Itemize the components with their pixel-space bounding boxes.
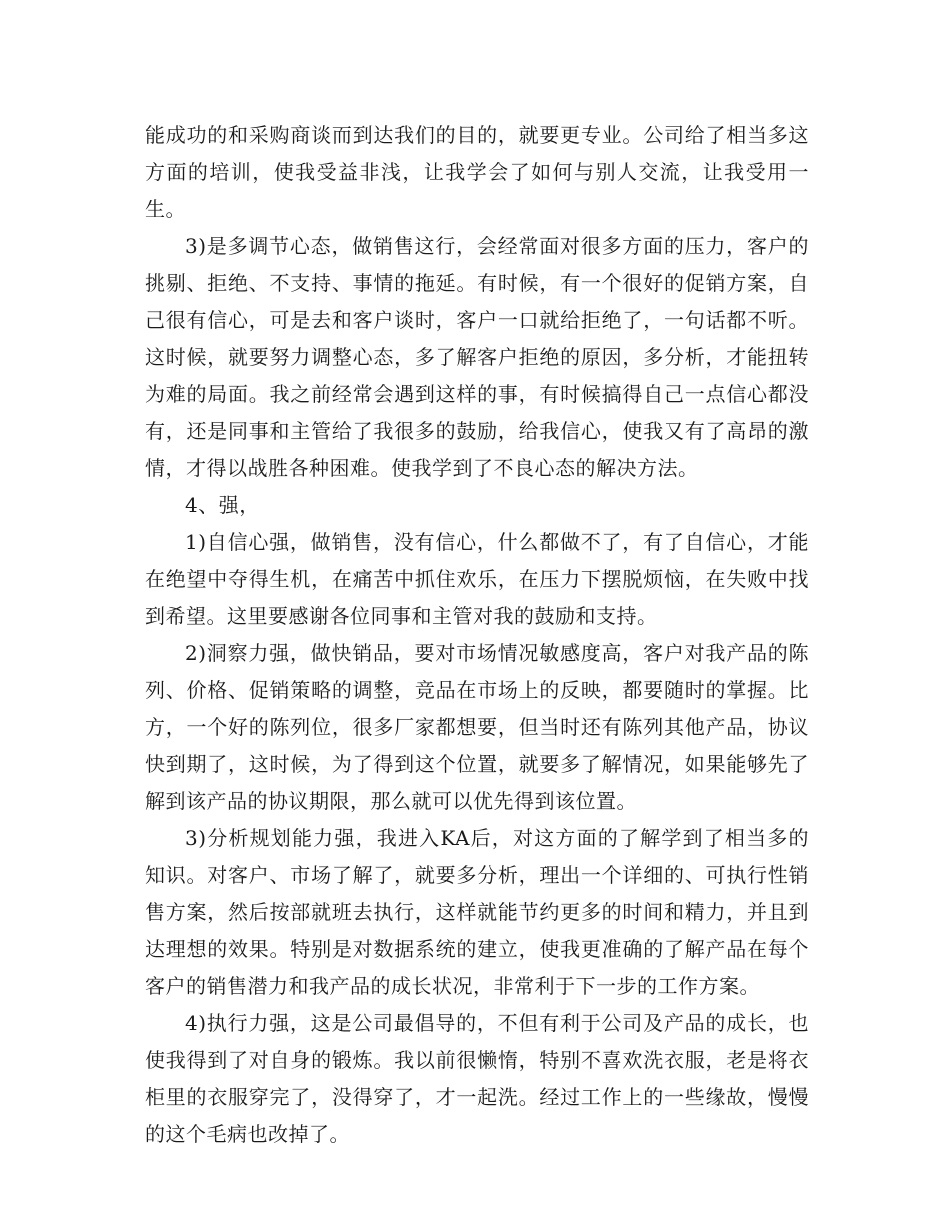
paragraph-insight: 2)洞察力强，做快销品，要对市场情况敏感度高，客户对我产品的陈列、价格、促销策略的调整，竞品在市场上的反映，都要随时的掌握。比方，一个好的陈列位，很多厂家都想要，但当时还有陈列其他产品，协议快到期了，这时候，为了得到这个位置，就要多了解情况，如果能够先了解到该产品的协议期限，那么就可以优先得到该位置。: [145, 641, 809, 813]
section-heading-strong: 4、强，: [185, 493, 260, 517]
paragraph-continuation: 能成功的和采购商谈而到达我们的目的，就要更专业。公司给了相当多这方面的培训，使我受益非浅，让我学会了如何与别人交流，让我受用一生。: [145, 123, 809, 221]
paragraph-adjust-mindset: 3)是多调节心态，做销售这行，会经常面对很多方面的压力，客户的挑剔、拒绝、不支持、事情的拖延。有时候，有一个很好的促销方案，自己很有信心，可是去和客户谈时，客户一口就给拒绝了，一句话都不听。这时候，就要努力调整心态，多了解客户拒绝的原因，多分析，才能扭转为难的局面。我之前经常会遇到这样的事，有时候搞得自己一点信心都没有，还是同事和主管给了我很多的鼓励，给我信心，使我又有了高昂的激情，才得以战胜各种困难。使我学到了不良心态的解决方法。: [145, 234, 809, 480]
paragraph-self-confidence: 1)自信心强，做销售，没有信心，什么都做不了，有了自信心，才能在绝望中夺得生机，在痛苦中抓住欢乐，在压力下摆脱烦恼，在失败中找到希望。这里要感谢各位同事和主管对我的鼓励和支持。: [145, 530, 809, 628]
paragraph-execution: 4)执行力强，这是公司最倡导的，不但有利于公司及产品的成长，也使我得到了对自身的锻炼。我以前很懒惰，特别不喜欢洗衣服，老是将衣柜里的衣服穿完了，没得穿了，才一起洗。经过工作上的一些缘故，慢慢的这个毛病也改掉了。: [145, 1011, 809, 1146]
paragraph-analysis-planning: 3)分析规划能力强，我进入KA后，对这方面的了解学到了相当多的知识。对客户、市场了解了，就要多分析，理出一个详细的、可执行性销售方案，然后按部就班去执行，这样就能节约更多的时间和精力，并且到达理想的效果。特别是对数据系统的建立，使我更准确的了解产品在每个客户的销售潜力和我产品的成长状况，非常利于下一步的工作方案。: [145, 826, 809, 998]
document-body: [145, 117, 809, 1153]
